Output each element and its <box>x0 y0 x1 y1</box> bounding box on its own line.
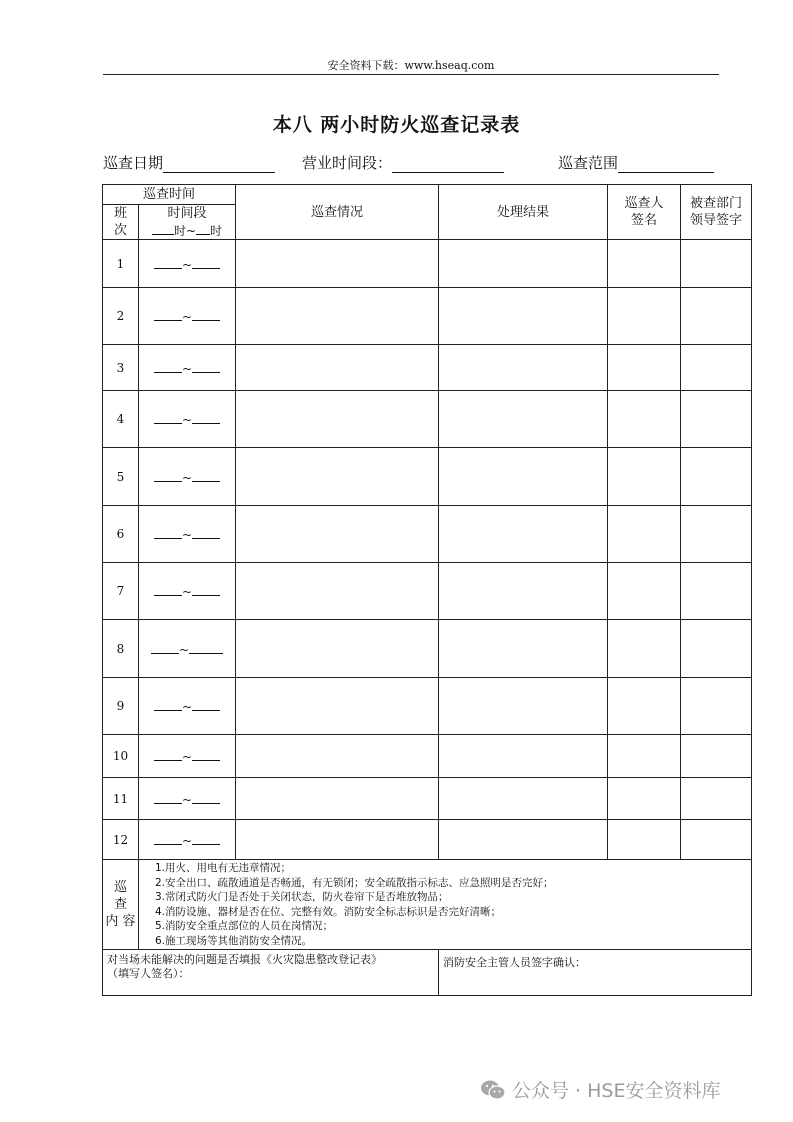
time-range-cell[interactable] <box>139 288 236 345</box>
content-item: 6.施工现场等其他消防安全情况。 <box>155 934 313 947</box>
row-number: 11 <box>103 778 139 820</box>
table-row <box>103 678 752 735</box>
inspector-signature-cell[interactable] <box>608 778 681 820</box>
situation-cell[interactable] <box>236 735 439 778</box>
watermark <box>480 1076 720 1103</box>
inspector-header <box>608 185 681 240</box>
row-number: 8 <box>103 620 139 678</box>
inspector-signature-cell[interactable] <box>608 620 681 678</box>
scope-field <box>558 152 714 173</box>
hours-field <box>302 152 504 173</box>
shift-header <box>103 205 139 240</box>
supervisor-confirm-cell[interactable] <box>439 950 752 996</box>
result-cell[interactable] <box>439 506 608 563</box>
table-row <box>103 778 752 820</box>
time-separator: ~ <box>181 585 193 599</box>
situation-cell[interactable] <box>236 778 439 820</box>
time-separator: ~ <box>178 642 190 657</box>
result-cell[interactable] <box>439 288 608 345</box>
shift-header-line2: 次 <box>113 223 127 238</box>
inspector-signature-cell[interactable] <box>608 820 681 860</box>
dept-signature-cell[interactable] <box>681 778 752 820</box>
dept-signature-cell[interactable] <box>681 678 752 735</box>
time-range-cell[interactable] <box>139 506 236 563</box>
time-range-cell[interactable] <box>139 345 236 391</box>
result-cell[interactable] <box>439 563 608 620</box>
time-range-hours: 时~ 时 <box>139 222 235 239</box>
inspector-signature-cell[interactable] <box>608 735 681 778</box>
table-row <box>103 820 752 860</box>
time-separator: ~ <box>181 700 193 714</box>
time-range-cell[interactable] <box>139 391 236 448</box>
row-number: 7 <box>103 563 139 620</box>
situation-cell[interactable] <box>236 506 439 563</box>
table-row <box>103 288 752 345</box>
table-row <box>103 563 752 620</box>
inspector-signature-cell[interactable] <box>608 391 681 448</box>
time-separator: ~ <box>181 833 193 848</box>
dept-signature-cell[interactable] <box>681 563 752 620</box>
content-item: 3.常闭式防火门是否处于关闭状态，防火卷帘下是否堆放物品； <box>155 891 449 903</box>
time-separator: ~ <box>181 750 193 764</box>
hazard-report-cell[interactable] <box>103 950 439 996</box>
dept-signature-cell[interactable] <box>681 345 752 391</box>
content-label <box>103 860 139 950</box>
dept-signature-cell[interactable] <box>681 820 752 860</box>
dept-signature-cell[interactable] <box>681 288 752 345</box>
time-separator: ~ <box>181 470 193 485</box>
inspector-signature-cell[interactable] <box>608 678 681 735</box>
situation-cell[interactable] <box>236 345 439 391</box>
inspector-header-line2: 签名 <box>631 213 658 228</box>
time-range-cell[interactable] <box>139 678 236 735</box>
situation-header: 巡查情况 <box>236 185 439 240</box>
time-range-cell[interactable] <box>139 240 236 288</box>
situation-cell[interactable] <box>236 820 439 860</box>
time-separator: ~ <box>181 257 193 272</box>
row-number: 12 <box>103 820 139 860</box>
date-field <box>103 152 275 173</box>
inspector-signature-cell[interactable] <box>608 240 681 288</box>
hours-label: 营业时间段： <box>302 154 393 172</box>
result-cell[interactable] <box>439 448 608 506</box>
time-range-cell[interactable] <box>139 735 236 778</box>
table-row <box>103 345 752 391</box>
row-number: 3 <box>103 345 139 391</box>
inspector-signature-cell[interactable] <box>608 448 681 506</box>
time-range-cell[interactable] <box>139 620 236 678</box>
header-text: 安全资料下载：www.hseaq.com <box>327 59 495 72</box>
dept-header <box>681 185 752 240</box>
scope-blank[interactable] <box>618 154 714 173</box>
row-number: 1 <box>103 240 139 288</box>
content-label-line1: 巡 查 <box>113 880 141 912</box>
result-cell[interactable] <box>439 240 608 288</box>
time-separator: ~ <box>181 792 193 807</box>
inspector-signature-cell[interactable] <box>608 288 681 345</box>
content-list <box>139 860 752 950</box>
header-divider <box>103 74 719 75</box>
inspector-signature-cell[interactable] <box>608 345 681 391</box>
result-cell[interactable] <box>439 620 608 678</box>
row-number: 10 <box>103 735 139 778</box>
hazard-report-question: 对当场未能解决的问题是否填报《火灾隐患整改登记表》 <box>107 953 382 966</box>
time-range-cell[interactable] <box>139 820 236 860</box>
shift-header-line1: 班 <box>113 206 127 221</box>
situation-cell[interactable] <box>236 620 439 678</box>
time-range-cell[interactable] <box>139 778 236 820</box>
record-rows <box>103 240 752 860</box>
situation-cell[interactable] <box>236 563 439 620</box>
situation-cell[interactable] <box>236 288 439 345</box>
time-range-cell[interactable] <box>139 448 236 506</box>
result-cell[interactable] <box>439 778 608 820</box>
date-blank[interactable] <box>163 154 275 173</box>
table-row <box>103 391 752 448</box>
table-row <box>103 506 752 563</box>
time-separator: ~ <box>181 361 193 376</box>
watermark-text: 公众号 · HSE安全资料库 <box>512 1080 721 1102</box>
content-item: 5.消防安全重点部位的人员在岗情况； <box>155 920 334 932</box>
situation-cell[interactable] <box>236 240 439 288</box>
row-number: 2 <box>103 288 139 345</box>
date-label: 巡查日期 <box>103 154 164 172</box>
table-row <box>103 240 752 288</box>
inspector-header-line1: 巡查人 <box>624 196 664 211</box>
content-item: 4.消防设施、器材是否在位、完整有效。消防安全标志标识是否完好清晰； <box>155 905 502 918</box>
dept-signature-cell[interactable] <box>681 391 752 448</box>
scope-label: 巡查范围 <box>558 154 619 172</box>
content-label-line2: 内 容 <box>105 914 136 929</box>
dept-signature-cell[interactable] <box>681 506 752 563</box>
time-range-header <box>139 205 236 240</box>
supervisor-confirm-label: 消防安全主管人员签字确认： <box>443 956 587 969</box>
result-cell[interactable] <box>439 735 608 778</box>
dept-signature-cell[interactable] <box>681 735 752 778</box>
situation-cell[interactable] <box>236 678 439 735</box>
table-row <box>103 620 752 678</box>
result-cell[interactable] <box>439 820 608 860</box>
table-row <box>103 735 752 778</box>
result-cell[interactable] <box>439 345 608 391</box>
time-separator: ~ <box>181 528 193 542</box>
result-header: 处理结果 <box>439 185 608 240</box>
time-separator: ~ <box>181 310 193 324</box>
dept-signature-cell[interactable] <box>681 448 752 506</box>
situation-cell[interactable] <box>236 448 439 506</box>
dept-header-line1: 被查部门 <box>690 196 743 211</box>
page-title: 本八 两小时防火巡查记录表 <box>272 114 521 136</box>
row-number: 9 <box>103 678 139 735</box>
patrol-record-table <box>102 184 752 996</box>
dept-signature-cell[interactable] <box>681 240 752 288</box>
content-item: 2.安全出口、疏散通道是否畅通，有无锁闭；安全疏散指示标志、应急照明是否完好； <box>155 876 554 889</box>
time-range-label: 时间段 <box>167 206 207 221</box>
hazard-report-signature: （填写人签名）： <box>107 967 190 980</box>
row-number: 4 <box>103 391 139 448</box>
inspector-signature-cell[interactable] <box>608 506 681 563</box>
table-row <box>103 448 752 506</box>
result-cell[interactable] <box>439 678 608 735</box>
row-number: 5 <box>103 448 139 506</box>
content-item: 1.用火、用电有无违章情况； <box>155 862 292 874</box>
patrol-time-header: 巡查时间 <box>103 185 236 205</box>
time-separator: ~ <box>181 413 193 427</box>
situation-cell[interactable] <box>236 391 439 448</box>
dept-header-line2: 领导签字 <box>690 213 743 228</box>
result-cell[interactable] <box>439 391 608 448</box>
hours-blank[interactable] <box>392 154 504 173</box>
dept-signature-cell[interactable] <box>681 620 752 678</box>
inspector-signature-cell[interactable] <box>608 563 681 620</box>
time-range-cell[interactable] <box>139 563 236 620</box>
row-number: 6 <box>103 506 139 563</box>
wechat-icon <box>480 1079 506 1101</box>
